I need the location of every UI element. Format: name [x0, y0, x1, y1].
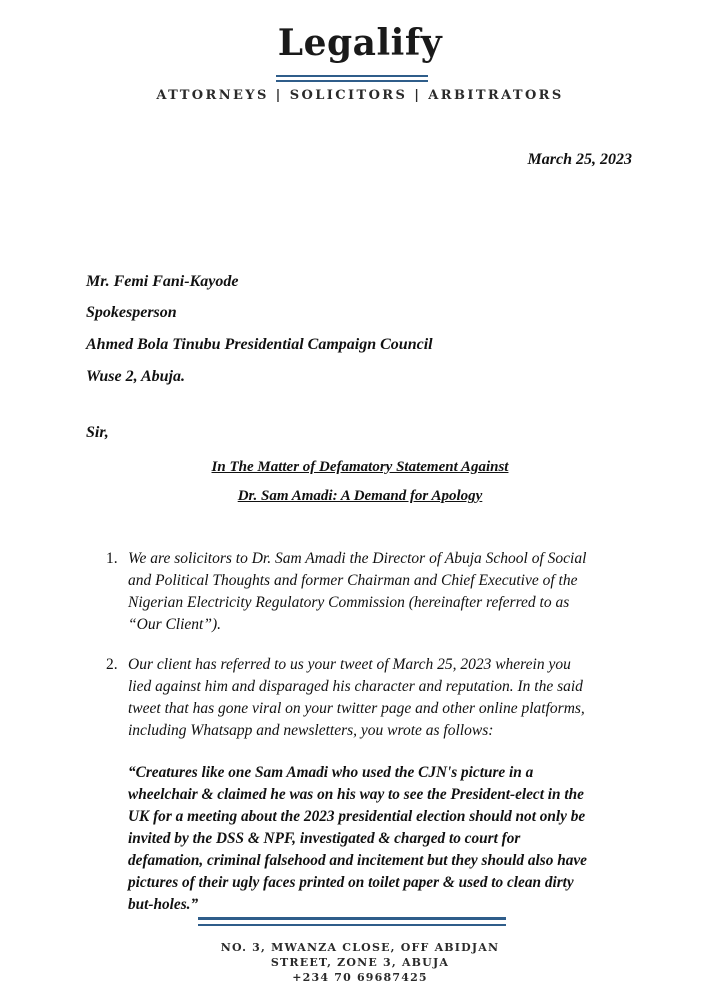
subject-line-2: Dr. Sam Amadi: A Demand for Apology: [237, 488, 483, 504]
quote-line: invited by the DSS & NPF, investigated & charged to court for: [128, 830, 521, 847]
addressee-organization: Ahmed Bola Tinubu Presidential Campaign Council: [86, 336, 433, 353]
footer-address-line-2: STREET, ZONE 3, ABUJA: [270, 956, 450, 969]
paragraph-line: We are solicitors to Dr. Sam Amadi the Director of Abuja School of Social: [128, 550, 587, 567]
paragraph-line: tweet that has gone viral on your twitter page and other online platforms,: [128, 700, 585, 717]
paragraph-line: including Whatsapp and newsletters, you wrote as follows:: [128, 722, 494, 739]
paragraph-2: [106, 654, 646, 742]
paragraph-line: and Political Thoughts and former Chairman and Chief Executive of the: [128, 572, 578, 589]
quote-line: defamation, criminal falsehood and incitement but they should also have: [128, 852, 587, 869]
paragraph-line: Nigerian Electricity Regulatory Commission (hereinafter referred to as: [128, 594, 570, 611]
quote-line: but-holes.”: [128, 896, 199, 913]
paragraph-number: 2.: [106, 656, 118, 673]
salutation: Sir,: [86, 424, 109, 441]
paragraph-line: lied against him and disparaged his character and reputation. In the said: [128, 678, 583, 695]
footer-phone: +234 70 69687425: [292, 971, 428, 984]
subject-line-1: In The Matter of Defamatory Statement Against: [211, 459, 509, 475]
addressee-name: Mr. Femi Fani-Kayode: [86, 273, 239, 290]
paragraph-line: “Our Client”).: [128, 616, 222, 633]
paragraph-1: [106, 548, 646, 636]
header-rule-top: [276, 75, 428, 77]
header-rule-bottom: [276, 80, 428, 82]
footer-rule-bottom: [198, 924, 506, 926]
addressee-title: Spokesperson: [86, 304, 177, 321]
firm-tagline: ATTORNEYS | SOLICITORS | ARBITRATORS: [156, 88, 564, 103]
quote-line: pictures of their ugly faces printed on toilet paper & used to clean dirty: [128, 874, 574, 891]
quote-line: UK for a meeting about the 2023 presidential election should not only be: [128, 808, 586, 825]
quoted-tweet: [128, 762, 648, 916]
paragraph-number: 1.: [106, 550, 118, 567]
letter-date: March 25, 2023: [527, 151, 632, 168]
footer-rule-top: [198, 917, 506, 920]
quote-line: wheelchair & claimed he was on his way to see the President-elect in the: [128, 786, 584, 803]
firm-logo: Legalify: [277, 22, 443, 64]
paragraph-line: Our client has referred to us your tweet of March 25, 2023 wherein you: [128, 656, 571, 673]
footer-address-line-1: NO. 3, MWANZA CLOSE, OFF ABIDJAN: [220, 941, 500, 954]
quote-line: “Creatures like one Sam Amadi who used the CJN's picture in a: [128, 764, 534, 781]
addressee-location: Wuse 2, Abuja.: [86, 368, 185, 385]
